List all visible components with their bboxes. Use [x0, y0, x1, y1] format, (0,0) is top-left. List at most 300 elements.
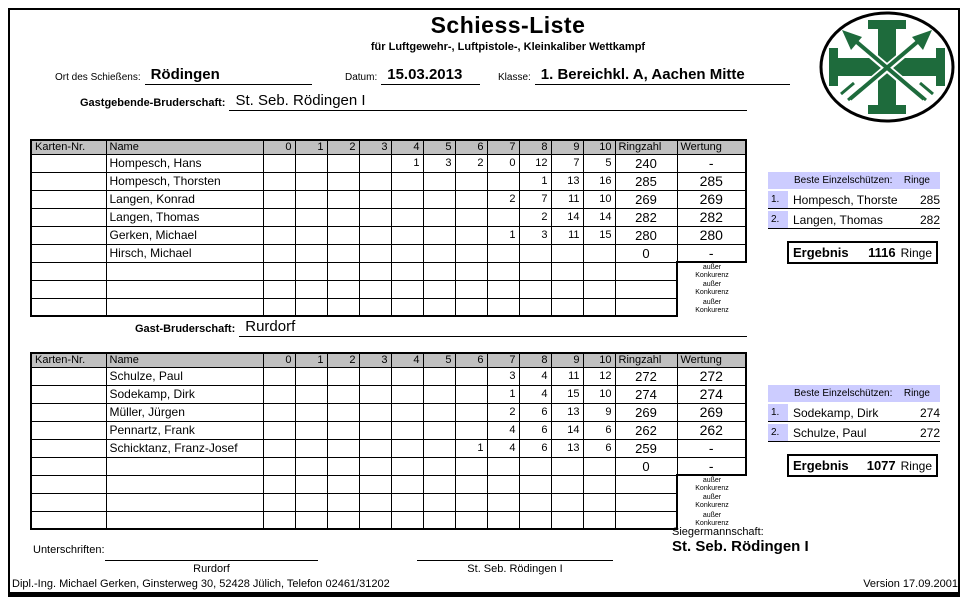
score-cell: 269 — [615, 403, 677, 421]
score-cell — [423, 421, 455, 439]
score-cell — [327, 208, 359, 226]
guest-bruderschaft-label: Gast-Bruderschaft: — [135, 323, 236, 335]
score-cell — [359, 244, 391, 262]
siegermannschaft-label: Siegermannschaft: — [672, 526, 764, 538]
score-cell — [295, 421, 327, 439]
score-cell — [263, 439, 295, 457]
column-header: Ringzahl — [615, 140, 677, 154]
score-cell: 280 — [615, 226, 677, 244]
best-shooters-header — [768, 385, 940, 402]
blank-row — [31, 511, 746, 529]
score-cell — [423, 262, 455, 280]
column-header: 2 — [327, 140, 359, 154]
entry-name: Hompesch, Thorste — [793, 192, 898, 207]
best-shooters-ringe-label: Ringe — [903, 388, 930, 399]
ergebnis-label: Ergebnis — [793, 245, 849, 260]
best-shooters-ringe-label: Ringe — [903, 175, 930, 186]
column-header: Name — [106, 353, 263, 367]
guest-score-table — [30, 352, 747, 530]
score-cell — [551, 244, 583, 262]
field-klasse — [498, 66, 790, 85]
score-cell — [31, 457, 106, 475]
score-cell — [519, 262, 551, 280]
column-header: 6 — [455, 353, 487, 367]
best-shooter-entry — [768, 424, 940, 442]
blank-row — [31, 280, 746, 298]
score-cell — [295, 367, 327, 385]
score-cell — [327, 385, 359, 403]
score-cell: 269 — [615, 190, 677, 208]
score-cell — [391, 403, 423, 421]
column-header: 4 — [391, 353, 423, 367]
score-cell — [327, 421, 359, 439]
score-cell — [359, 262, 391, 280]
score-cell — [106, 457, 263, 475]
column-header: 2 — [327, 353, 359, 367]
score-cell — [455, 475, 487, 493]
entry-ringe: 285 — [919, 192, 940, 207]
entry-rank: 1. — [768, 404, 788, 421]
score-cell: 5 — [583, 154, 615, 172]
score-cell — [106, 493, 263, 511]
score-cell — [295, 385, 327, 403]
score-cell — [391, 172, 423, 190]
score-cell — [359, 280, 391, 298]
score-cell — [455, 172, 487, 190]
score-cell: 15 — [583, 226, 615, 244]
score-cell — [583, 244, 615, 262]
score-cell — [615, 511, 677, 529]
column-header: 9 — [551, 140, 583, 154]
score-cell — [519, 493, 551, 511]
score-cell: - — [677, 154, 746, 172]
score-cell: 259 — [615, 439, 677, 457]
score-cell: Sodekamp, Dirk — [106, 385, 263, 403]
best-shooter-entry — [768, 211, 940, 229]
score-cell — [551, 280, 583, 298]
score-cell — [327, 280, 359, 298]
entry-rank: 1. — [768, 191, 788, 208]
column-header: 0 — [263, 353, 295, 367]
score-cell — [295, 475, 327, 493]
score-cell: 285 — [677, 172, 746, 190]
score-cell — [423, 511, 455, 529]
score-cell — [455, 190, 487, 208]
score-cell — [487, 475, 519, 493]
score-cell: 10 — [583, 190, 615, 208]
score-cell — [359, 298, 391, 316]
score-cell — [31, 421, 106, 439]
ausser-konkurenz-note: außer Konkurenz — [695, 477, 729, 492]
score-cell — [359, 190, 391, 208]
score-cell: 7 — [519, 190, 551, 208]
score-cell — [391, 208, 423, 226]
score-cell — [423, 403, 455, 421]
score-cell — [295, 262, 327, 280]
score-cell: 272 — [677, 367, 746, 385]
best-shooters-label: Beste Einzelschützen: — [794, 175, 893, 186]
blank-row — [31, 262, 746, 280]
score-cell — [327, 511, 359, 529]
score-cell: 1 — [391, 154, 423, 172]
score-cell: 6 — [519, 439, 551, 457]
ergebnis-unit: Ringe — [900, 458, 932, 473]
score-cell — [263, 298, 295, 316]
score-cell — [519, 475, 551, 493]
score-cell: 269 — [677, 190, 746, 208]
ergebnis-box-host — [787, 241, 938, 264]
score-cell — [327, 298, 359, 316]
score-cell — [31, 403, 106, 421]
score-cell — [295, 439, 327, 457]
score-cell — [391, 280, 423, 298]
column-header: 1 — [295, 353, 327, 367]
score-cell — [455, 385, 487, 403]
ausser-konkurenz-note: außer Konkurenz — [695, 512, 729, 527]
column-header: 5 — [423, 353, 455, 367]
column-header: Wertung — [677, 140, 746, 154]
column-header: 7 — [487, 140, 519, 154]
score-cell — [295, 244, 327, 262]
score-cell: 272 — [615, 367, 677, 385]
score-cell: Schulze, Paul — [106, 367, 263, 385]
score-cell — [455, 457, 487, 475]
score-cell — [295, 493, 327, 511]
score-row — [31, 172, 746, 190]
crossed-arrows-cross-icon — [816, 10, 958, 124]
score-cell: 1 — [487, 385, 519, 403]
score-row — [31, 439, 746, 457]
signature-caption-guest: Rurdorf — [193, 563, 230, 575]
signature-caption-host: St. Seb. Rödingen I — [467, 563, 563, 575]
score-cell — [263, 493, 295, 511]
score-cell: 14 — [551, 421, 583, 439]
score-cell — [31, 208, 106, 226]
score-cell — [295, 226, 327, 244]
best-shooter-entry — [768, 404, 940, 422]
score-cell — [31, 244, 106, 262]
score-cell — [106, 511, 263, 529]
score-cell: 12 — [583, 367, 615, 385]
score-cell — [31, 226, 106, 244]
score-cell — [391, 511, 423, 529]
entry-rank: 2. — [768, 211, 788, 228]
score-cell: - — [677, 439, 746, 457]
score-cell: Hompesch, Hans — [106, 154, 263, 172]
score-cell: 11 — [551, 226, 583, 244]
schuetzen-emblem-logo — [816, 10, 958, 124]
score-cell — [295, 280, 327, 298]
blank-row — [31, 298, 746, 316]
field-ort — [55, 66, 312, 85]
score-cell — [391, 385, 423, 403]
field-guest-bruderschaft — [135, 318, 747, 337]
score-cell — [519, 511, 551, 529]
signature-line-host — [417, 560, 613, 561]
score-cell — [359, 439, 391, 457]
entry-ringe: 272 — [919, 425, 940, 440]
score-cell: 1 — [519, 172, 551, 190]
score-cell — [327, 475, 359, 493]
field-host-bruderschaft — [80, 92, 747, 111]
score-cell — [487, 457, 519, 475]
ausser-konkurenz-note: außer Konkurenz — [695, 299, 729, 314]
score-cell — [583, 493, 615, 511]
column-header: 10 — [583, 140, 615, 154]
score-cell — [487, 511, 519, 529]
score-cell: 1 — [487, 226, 519, 244]
score-cell — [327, 457, 359, 475]
score-cell: 6 — [519, 403, 551, 421]
score-cell — [583, 511, 615, 529]
score-cell — [487, 208, 519, 226]
score-cell — [423, 475, 455, 493]
score-cell — [519, 280, 551, 298]
score-cell — [263, 226, 295, 244]
score-cell: 4 — [487, 439, 519, 457]
score-cell — [455, 298, 487, 316]
score-cell: Langen, Thomas — [106, 208, 263, 226]
score-cell: 14 — [583, 208, 615, 226]
score-cell — [359, 511, 391, 529]
column-header: 6 — [455, 140, 487, 154]
score-cell — [31, 439, 106, 457]
score-cell: 6 — [583, 439, 615, 457]
blank-row — [31, 475, 746, 493]
score-cell — [295, 172, 327, 190]
score-cell: 13 — [551, 439, 583, 457]
column-header: 8 — [519, 140, 551, 154]
host-score-table — [30, 139, 747, 317]
score-cell — [615, 298, 677, 316]
score-cell: 0 — [615, 244, 677, 262]
score-row — [31, 403, 746, 421]
score-cell — [423, 244, 455, 262]
score-cell — [391, 439, 423, 457]
score-cell: 240 — [615, 154, 677, 172]
score-row — [31, 457, 746, 475]
score-cell — [583, 262, 615, 280]
score-cell — [391, 367, 423, 385]
ort-label: Ort des Schießens: — [55, 72, 141, 83]
footer-contact: Dipl.-Ing. Michael Gerken, Ginsterweg 30, 52428 Jülich, Telefon 02461/31202 — [12, 578, 390, 590]
score-cell — [327, 262, 359, 280]
score-cell — [295, 403, 327, 421]
score-cell — [423, 172, 455, 190]
score-cell: 11 — [551, 190, 583, 208]
score-cell — [455, 244, 487, 262]
score-cell — [295, 298, 327, 316]
score-cell — [455, 421, 487, 439]
ausser-konkurenz-note: außer Konkurenz — [695, 494, 729, 509]
score-cell — [455, 511, 487, 529]
score-cell — [455, 262, 487, 280]
page-subtitle: für Luftgewehr-, Luftpistole-, Kleinkaliber Wettkampf — [370, 41, 646, 53]
score-cell — [31, 190, 106, 208]
score-cell: 6 — [583, 421, 615, 439]
entry-ringe: 274 — [919, 405, 940, 420]
score-cell: 13 — [551, 172, 583, 190]
score-cell — [31, 298, 106, 316]
score-cell — [263, 457, 295, 475]
score-cell — [263, 475, 295, 493]
column-header: 4 — [391, 140, 423, 154]
score-cell — [359, 493, 391, 511]
score-cell — [583, 475, 615, 493]
score-cell — [423, 190, 455, 208]
score-cell — [615, 493, 677, 511]
score-cell — [263, 385, 295, 403]
score-row — [31, 154, 746, 172]
score-cell — [583, 457, 615, 475]
score-cell — [263, 244, 295, 262]
score-cell — [487, 262, 519, 280]
best-shooter-entry — [768, 191, 940, 209]
column-header: 8 — [519, 353, 551, 367]
score-cell — [31, 511, 106, 529]
score-cell: Schicktanz, Franz-Josef — [106, 439, 263, 457]
score-cell — [391, 190, 423, 208]
score-cell — [327, 367, 359, 385]
best-shooters-label: Beste Einzelschützen: — [794, 388, 893, 399]
footer-version: Version 17.09.2001 — [863, 578, 958, 590]
score-cell — [263, 511, 295, 529]
score-cell — [31, 385, 106, 403]
ausser-konkurenz-note: außer Konkurenz — [695, 281, 729, 296]
score-cell — [359, 172, 391, 190]
score-cell — [31, 493, 106, 511]
score-cell — [583, 298, 615, 316]
score-cell — [263, 367, 295, 385]
score-cell: 15 — [551, 385, 583, 403]
score-cell — [487, 298, 519, 316]
column-header: 0 — [263, 140, 295, 154]
score-cell — [423, 367, 455, 385]
score-cell — [359, 475, 391, 493]
score-row — [31, 367, 746, 385]
score-cell: 2 — [519, 208, 551, 226]
best-shooters-panel-host — [768, 172, 940, 231]
ausser-konkurenz-note: außer Konkurenz — [695, 264, 729, 279]
score-cell — [106, 280, 263, 298]
score-cell: 4 — [519, 367, 551, 385]
entry-name: Schulze, Paul — [793, 425, 867, 440]
score-cell — [31, 262, 106, 280]
score-row — [31, 208, 746, 226]
host-bruderschaft-label: Gastgebende-Bruderschaft: — [80, 97, 226, 109]
datum-value: 15.03.2013 — [381, 66, 480, 85]
column-header: Ringzahl — [615, 353, 677, 367]
score-cell — [359, 403, 391, 421]
score-cell — [359, 154, 391, 172]
score-cell: 2 — [455, 154, 487, 172]
score-cell — [295, 154, 327, 172]
score-row — [31, 385, 746, 403]
score-cell — [551, 298, 583, 316]
ort-value: Rödingen — [145, 66, 312, 85]
field-datum — [345, 66, 480, 85]
score-cell — [551, 511, 583, 529]
score-cell: 274 — [615, 385, 677, 403]
score-cell — [551, 475, 583, 493]
ergebnis-label: Ergebnis — [793, 458, 849, 473]
score-cell — [359, 208, 391, 226]
score-row — [31, 244, 746, 262]
score-cell: Gerken, Michael — [106, 226, 263, 244]
score-cell — [519, 457, 551, 475]
score-cell — [391, 298, 423, 316]
klasse-value: 1. Bereichkl. A, Aachen Mitte — [535, 66, 790, 85]
entry-ringe: 282 — [919, 212, 940, 227]
score-cell: 6 — [519, 421, 551, 439]
score-cell — [359, 367, 391, 385]
score-cell — [487, 280, 519, 298]
score-row — [31, 190, 746, 208]
ergebnis-value: 1116 — [868, 245, 896, 260]
score-cell — [423, 385, 455, 403]
score-cell — [327, 493, 359, 511]
score-cell — [31, 475, 106, 493]
ergebnis-unit: Ringe — [900, 245, 932, 260]
score-cell: Pennartz, Frank — [106, 421, 263, 439]
score-cell — [391, 421, 423, 439]
host-bruderschaft-value: St. Seb. Rödingen I — [229, 92, 747, 111]
score-cell — [295, 457, 327, 475]
score-cell — [391, 457, 423, 475]
score-cell: 14 — [551, 208, 583, 226]
score-cell — [31, 280, 106, 298]
score-cell: 282 — [677, 208, 746, 226]
page-title: Schiess-Liste — [430, 12, 586, 38]
score-cell — [423, 439, 455, 457]
score-cell — [327, 403, 359, 421]
score-cell — [327, 154, 359, 172]
score-cell — [423, 226, 455, 244]
score-cell: 262 — [615, 421, 677, 439]
score-cell: 2 — [487, 190, 519, 208]
score-cell — [487, 244, 519, 262]
column-header: Name — [106, 140, 263, 154]
score-cell: 3 — [519, 226, 551, 244]
best-shooters-panel-guest — [768, 385, 940, 444]
score-cell — [263, 262, 295, 280]
score-cell — [615, 262, 677, 280]
column-header: 9 — [551, 353, 583, 367]
score-cell: 274 — [677, 385, 746, 403]
column-header: 5 — [423, 140, 455, 154]
score-cell — [327, 172, 359, 190]
score-cell — [106, 298, 263, 316]
score-cell — [455, 280, 487, 298]
score-cell: 280 — [677, 226, 746, 244]
ergebnis-value: 1077 — [866, 458, 896, 473]
score-cell — [359, 421, 391, 439]
score-cell — [423, 457, 455, 475]
signature-line-guest — [105, 560, 318, 561]
entry-name: Langen, Thomas — [793, 212, 883, 227]
score-cell — [327, 226, 359, 244]
score-cell: 262 — [677, 421, 746, 439]
column-header: 7 — [487, 353, 519, 367]
score-cell — [615, 475, 677, 493]
score-cell — [455, 493, 487, 511]
score-cell — [455, 367, 487, 385]
score-cell: 4 — [487, 421, 519, 439]
column-header: Karten-Nr. — [31, 140, 106, 154]
score-cell — [391, 493, 423, 511]
score-cell: 16 — [583, 172, 615, 190]
score-cell — [455, 403, 487, 421]
